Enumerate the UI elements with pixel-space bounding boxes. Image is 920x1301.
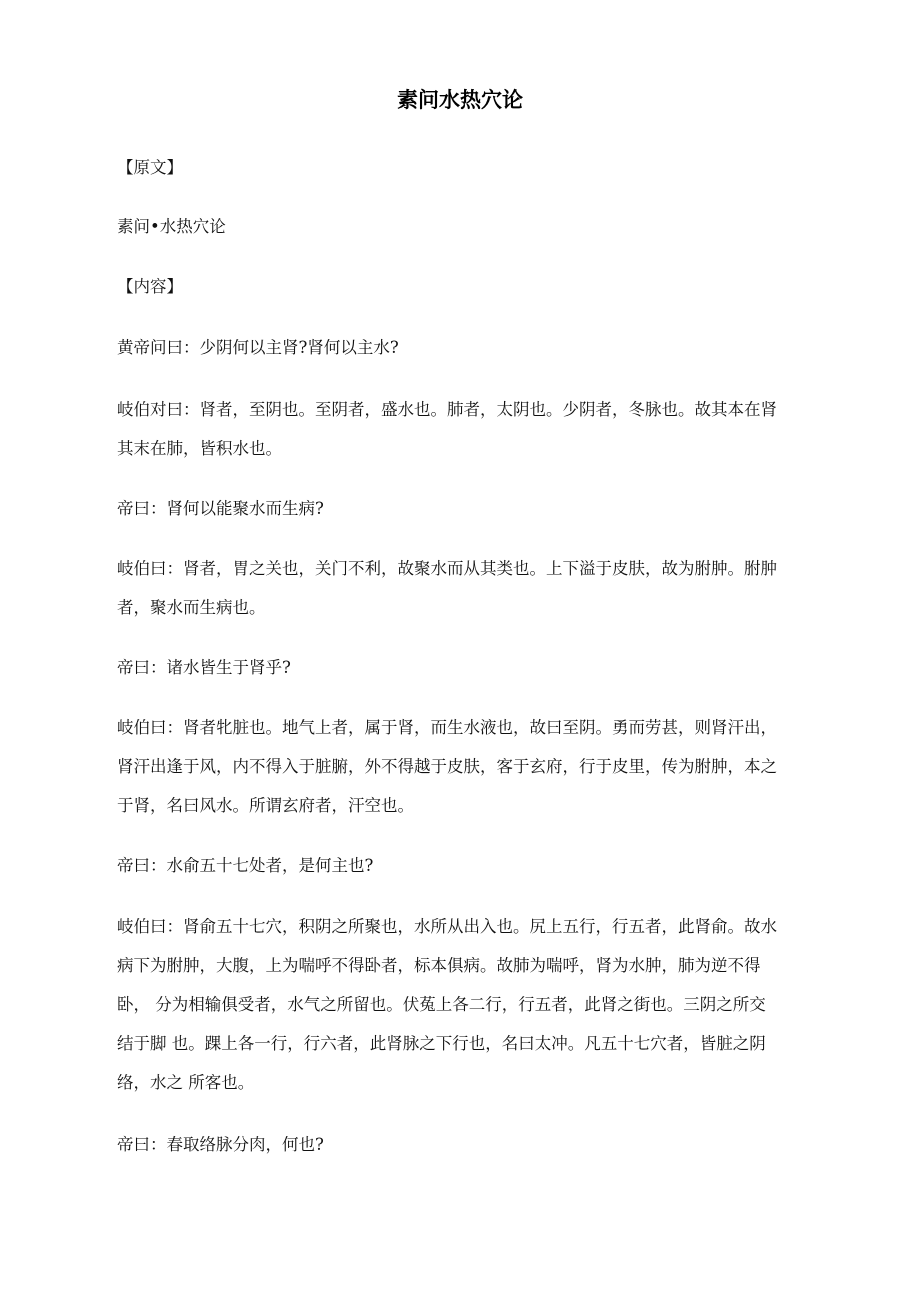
text-line: 岐伯曰：肾俞五十七穴，积阴之所聚也，水所从出入也。尻上五行，行五者，此肾俞。故水 — [117, 917, 777, 936]
paragraph-answer-1 — [117, 390, 817, 468]
text-line: 岐伯对曰：肾者，至阴也。至阴者，盛水也。肺者，太阴也。少阴者，冬脉也。故其本在肾 — [117, 400, 777, 419]
text-line: 帝曰：水俞五十七处者，是何主也? — [117, 856, 374, 875]
paragraph-answer-3 — [117, 708, 817, 825]
text-line: 帝曰：肾何以能聚水而生病? — [117, 499, 324, 518]
paragraph-question-5 — [117, 1125, 817, 1164]
text-line: 【内容】 — [117, 277, 183, 296]
paragraph-content-heading — [117, 267, 817, 306]
text-line: 于肾，名曰风水。所谓玄府者，汗空也。 — [117, 796, 414, 815]
paragraph-question-3 — [117, 648, 817, 687]
text-line: 【原文】 — [117, 158, 183, 177]
text-line: 肾汗出逢于风，内不得入于脏腑，外不得越于皮肤，客于玄府，行于皮里，传为胕肿，本之 — [117, 757, 777, 776]
text-line: 岐伯曰：肾者牝脏也。地气上者，属于肾，而生水液也，故曰至阴。勇而劳甚，则肾汗出， — [117, 718, 777, 737]
text-line: 病下为胕肿，大腹，上为喘呼不得卧者，标本俱病。故肺为喘呼，肾为水肿，肺为逆不得 — [117, 956, 761, 975]
text-line: 岐伯曰：肾者，胃之关也，关门不利，故聚水而从其类也。上下溢于皮肤，故为胕肿。胕肿 — [117, 559, 777, 578]
paragraph-source — [117, 207, 817, 246]
text-line: 其末在肺，皆积水也。 — [117, 439, 282, 458]
text-line: 者，聚水而生病也。 — [117, 598, 266, 617]
paragraph-question-2 — [117, 489, 817, 528]
text-line: 帝曰：诸水皆生于肾乎? — [117, 658, 291, 677]
text-line: 帝曰：春取络脉分肉，何也? — [117, 1135, 324, 1154]
text-line: 卧， 分为相输俱受者，水气之所留也。伏菟上各二行，行五者，此肾之街也。三阴之所交 — [117, 995, 766, 1014]
paragraph-original-text-heading — [117, 148, 817, 187]
text-line: 结于脚 也。踝上各一行，行六者，此肾脉之下行也，名曰太冲。凡五十七穴者，皆脏之阴 — [117, 1034, 766, 1053]
paragraph-question-1 — [117, 328, 817, 367]
document-title: 素问水热穴论 — [397, 88, 523, 112]
paragraph-answer-4 — [117, 907, 817, 1102]
paragraph-question-4 — [117, 846, 817, 885]
text-line: 素问•水热穴论 — [117, 217, 226, 236]
paragraph-answer-2 — [117, 549, 817, 627]
text-line: 络，水之 所客也。 — [117, 1073, 255, 1092]
text-line: 黄帝问曰：少阴何以主肾?肾何以主水? — [117, 338, 399, 357]
